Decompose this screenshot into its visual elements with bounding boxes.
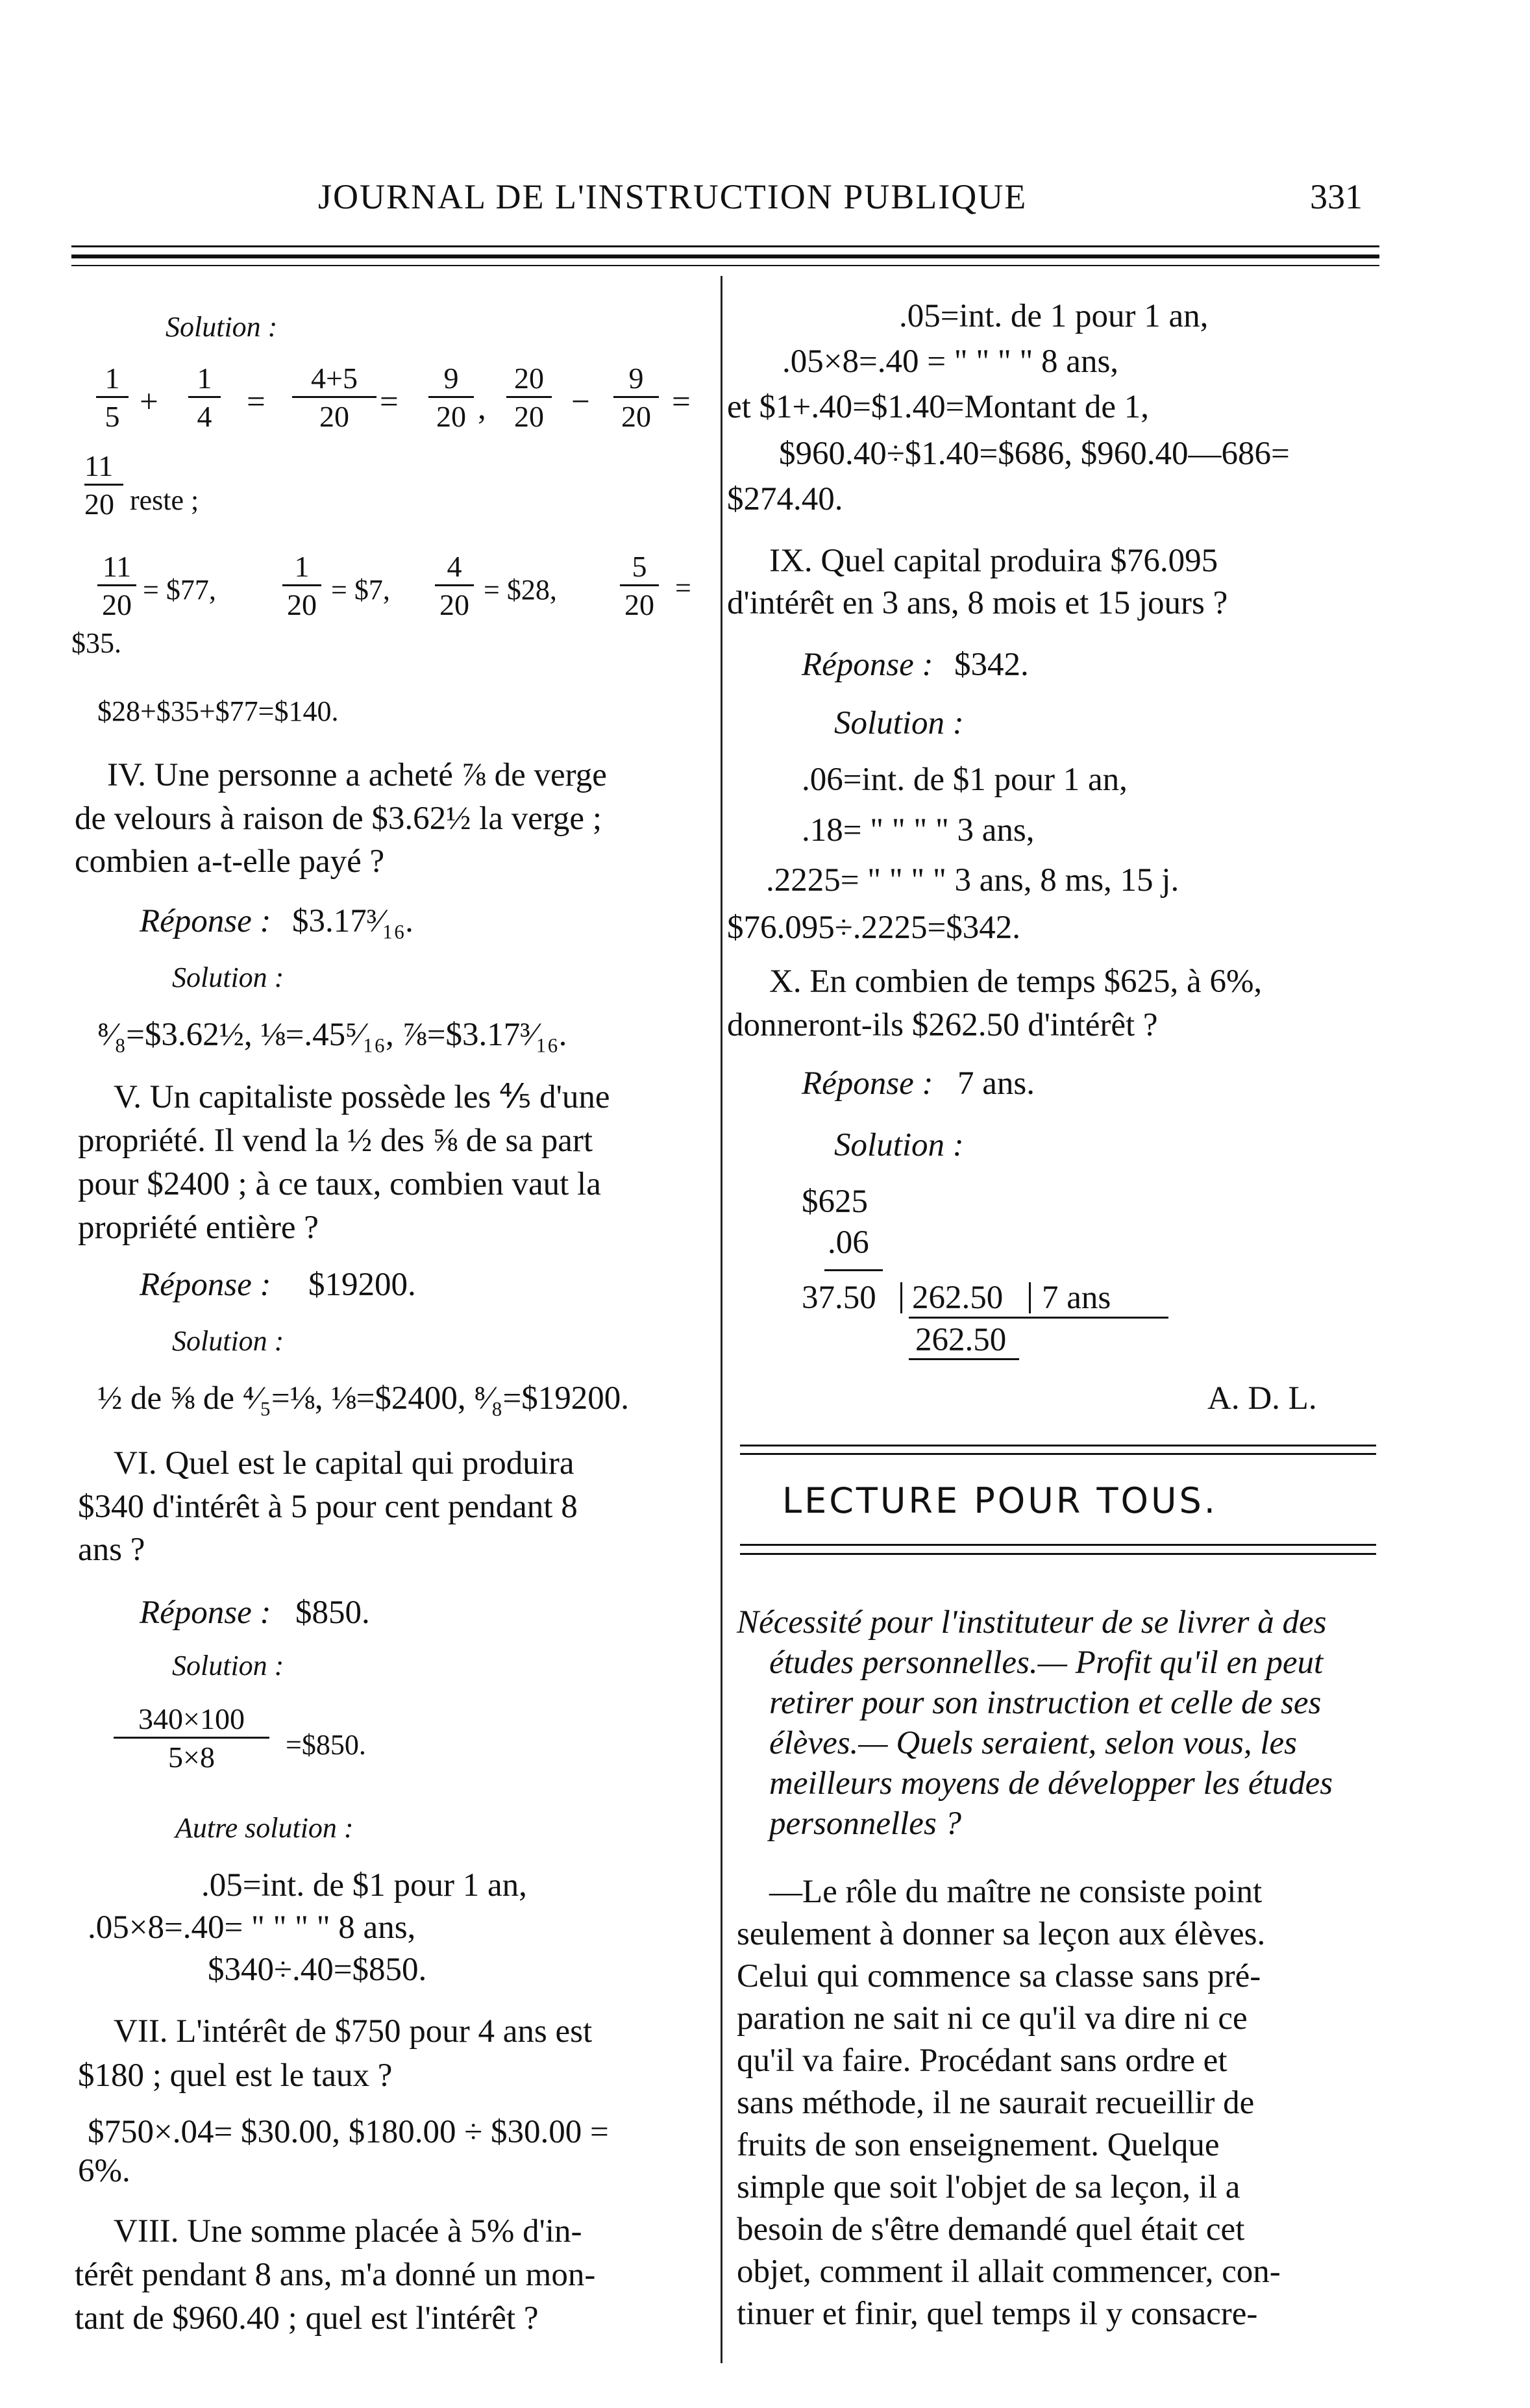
fraction: $\frac{1}{4}$ [188,364,221,432]
topic-line: élèves.— Quels seraient, selon vous, les [769,1725,1297,1761]
solution-label: Solution : [172,1650,284,1682]
fraction: $\frac{1}{20}$ [282,552,321,620]
value-text: = $28, [484,574,557,606]
calc-line: 7 ans [1042,1280,1111,1316]
fraction: $\frac{1}{5}$ [96,364,129,432]
problem-ix: d'intérêt en 3 ans, 8 mois et 15 jours ? [727,585,1228,621]
problem-iv: combien a-t-elle payé ? [75,843,385,880]
value-text: = [675,572,691,604]
solution-line: $960.40÷$1.40=$686, $960.40—686= [779,436,1290,472]
topic-line: retirer pour son instruction et celle de ses [769,1685,1322,1721]
solution-label-1: Solution : [166,311,278,343]
column-divider [721,276,722,2363]
calc-rule [909,1358,1019,1360]
fraction: $\frac{11}{20}$ [84,451,123,519]
section-rule [740,1553,1376,1555]
solution-line: .06=int. de $1 pour 1 an, [802,762,1128,798]
problem-viii: tant de $960.40 ; quel est l'intérêt ? [75,2300,539,2337]
problem-v: propriété. Il vend la ½ des ⅝ de sa part [78,1123,593,1159]
solution-line: .05×8=.40= " " " " 8 ans, [88,1909,416,1946]
solution-label: Solution : [172,962,284,993]
autre-solution-label: Autre solution : [175,1812,354,1844]
problem-vii: $180 ; quel est le taux ? [78,2057,393,2094]
solution-line: .05=int. de $1 pour 1 an, [201,1867,527,1904]
problem-iv: de velours à raison de $3.62½ la verge ; [75,801,602,837]
solution-line: .18= " " " " 3 ans, [802,812,1035,849]
answer-value: 7 ans. [957,1065,1035,1102]
fraction: $\frac{9}{20}$ [613,364,659,432]
problem-vi: $340 d'intérêt à 5 pour cent pendant 8 [78,1489,578,1525]
calc-line: 37.50 [802,1280,876,1316]
calc-divider [900,1282,902,1313]
answer-value: $850. [295,1595,370,1631]
paragraph-line: Celui qui commence sa classe sans pré- [737,1958,1261,1994]
paragraph-line: simple que soit l'objet de sa leçon, il a [737,2169,1240,2205]
equals-sign: = [247,384,265,420]
fraction: $\frac{4}{20}$ [435,552,474,620]
paragraph-line: objet, comment il allait commencer, con- [737,2253,1281,2290]
paragraph-line: tinuer et finir, quel temps il y consacre- [737,2296,1258,2332]
sum-line: $28+$35+$77=$140. [97,695,339,727]
problem-vii: $750×.04= $30.00, $180.00 ÷ $30.00 = [88,2114,609,2150]
topic-line: personnelles ? [769,1806,962,1842]
paragraph-line: paration ne sait ni ce qu'il va dire ni ce [737,2000,1248,2037]
problem-x: donneront-ils $262.50 d'intérêt ? [727,1007,1158,1043]
page-number: 331 [1310,177,1363,216]
calc-divider [1029,1282,1031,1313]
equals-sign: = [672,384,691,420]
answer-label: Réponse : [140,1267,271,1303]
topic-line: études personnelles.— Profit qu'il en peut [769,1645,1324,1681]
problem-ix: IX. Quel capital produira $76.095 [769,543,1218,579]
answer-value: $3.17³⁄₁₆. [292,903,413,939]
solution-line: $76.095÷.2225=$342. [727,910,1021,946]
topic-line: Nécessité pour l'instituteur de se livrer à des [737,1604,1327,1641]
problem-x: X. En combien de temps $625, à 6%, [769,963,1263,1000]
solution-label: Solution : [834,705,964,741]
problem-vi: ans ? [78,1532,145,1568]
value-text: =$850. [286,1729,366,1761]
solution-line: ⁸⁄₈=$3.62½, ⅛=.45⁵⁄₁₆, ⅞=$3.17³⁄₁₆. [97,1017,567,1053]
fraction: $\frac{9}{20}$ [428,364,474,432]
section-rule [740,1453,1376,1455]
fraction: $\frac{20}{20}$ [506,364,552,432]
solution-label: Solution : [172,1325,284,1357]
problem-viii: térêt pendant 8 ans, m'a donné un mon- [75,2257,596,2293]
answer-value: $19200. [308,1267,416,1303]
fraction: $\frac{4+5}{20}$ [292,364,376,432]
answer-label: Réponse : [140,1595,271,1631]
answer-label: Réponse : [802,647,933,683]
signature: A. D. L. [1207,1380,1317,1417]
problem-v: pour $2400 ; à ce taux, combien vaut la [78,1166,601,1202]
problem-iv: IV. Une personne a acheté ⅞ de verge [107,757,607,793]
solution-line: $340÷.40=$850. [208,1952,427,1988]
minus-sign: − [571,384,590,420]
section-title: LECTURE POUR TOUS. [782,1480,1218,1521]
fraction: $\frac{5}{20}$ [620,552,659,620]
calc-line: 262.50 [912,1280,1004,1316]
paragraph-line: qu'il va faire. Procédant sans ordre et [737,2042,1228,2079]
section-rule [740,1544,1376,1546]
topic-line: meilleurs moyens de développer les études [769,1765,1333,1802]
problem-viii: VIII. Une somme placée à 5% d'in- [114,2213,582,2250]
paragraph-line: seulement à donner sa leçon aux élèves. [737,1916,1266,1952]
problem-v: propriété entière ? [78,1210,319,1246]
reste-text: reste ; [130,484,199,516]
paragraph-line: fruits de son enseignement. Quelque [737,2127,1220,2163]
solution-line: ½ de ⅝ de ⁴⁄₅=⅛, ⅛=$2400, ⁸⁄₈=$19200. [97,1380,629,1417]
fraction: $\frac{340\times 100}{5\times 8}$ [114,1704,269,1772]
solution-label: Solution : [834,1127,964,1163]
header-rule-thick [71,254,1379,258]
calc-line: $625 [802,1184,868,1220]
calc-rule [824,1269,883,1271]
solution-line: .05=int. de 1 pour 1 an, [899,298,1209,334]
calc-line: .06 [828,1224,869,1261]
solution-line: et $1+.40=$1.40=Montant de 1, [727,389,1150,425]
journal-title: JOURNAL DE L'INSTRUCTION PUBLIQUE [318,177,1028,216]
value-text: $35. [71,627,121,659]
value-text: = $77, [143,574,216,606]
header-rule-thin-2 [71,265,1379,266]
fraction: $\frac{11}{20}$ [97,552,136,620]
problem-v: V. Un capitaliste possède les ⅘ d'une [114,1079,610,1115]
plus-sign: + [140,384,158,420]
paragraph-line: besoin de s'être demandé quel était cet [737,2211,1245,2248]
header-rule-thin [71,245,1379,247]
equals-sign: = [380,384,399,420]
calc-rule [909,1317,1168,1319]
paragraph-line: —Le rôle du maître ne consiste point [769,1874,1263,1910]
value-text: = $7, [331,574,390,606]
solution-line: .05×8=.40 = " " " " 8 ans, [782,343,1119,380]
answer-label: Réponse : [140,903,271,939]
solution-line: $274.40. [727,481,843,517]
paragraph-line: sans méthode, il ne saurait recueillir de [737,2085,1255,2121]
comma: , [478,390,486,427]
answer-label: Réponse : [802,1065,933,1102]
problem-vii: VII. L'intérêt de $750 pour 4 ans est [114,2013,593,2050]
problem-vi: VI. Quel est le capital qui produira [114,1445,574,1482]
solution-line: .2225= " " " " 3 ans, 8 ms, 15 j. [766,862,1179,899]
calc-line: 262.50 [915,1322,1007,1358]
answer-value: $342. [954,647,1029,683]
problem-vii: 6%. [78,2153,130,2189]
section-rule [740,1445,1376,1446]
